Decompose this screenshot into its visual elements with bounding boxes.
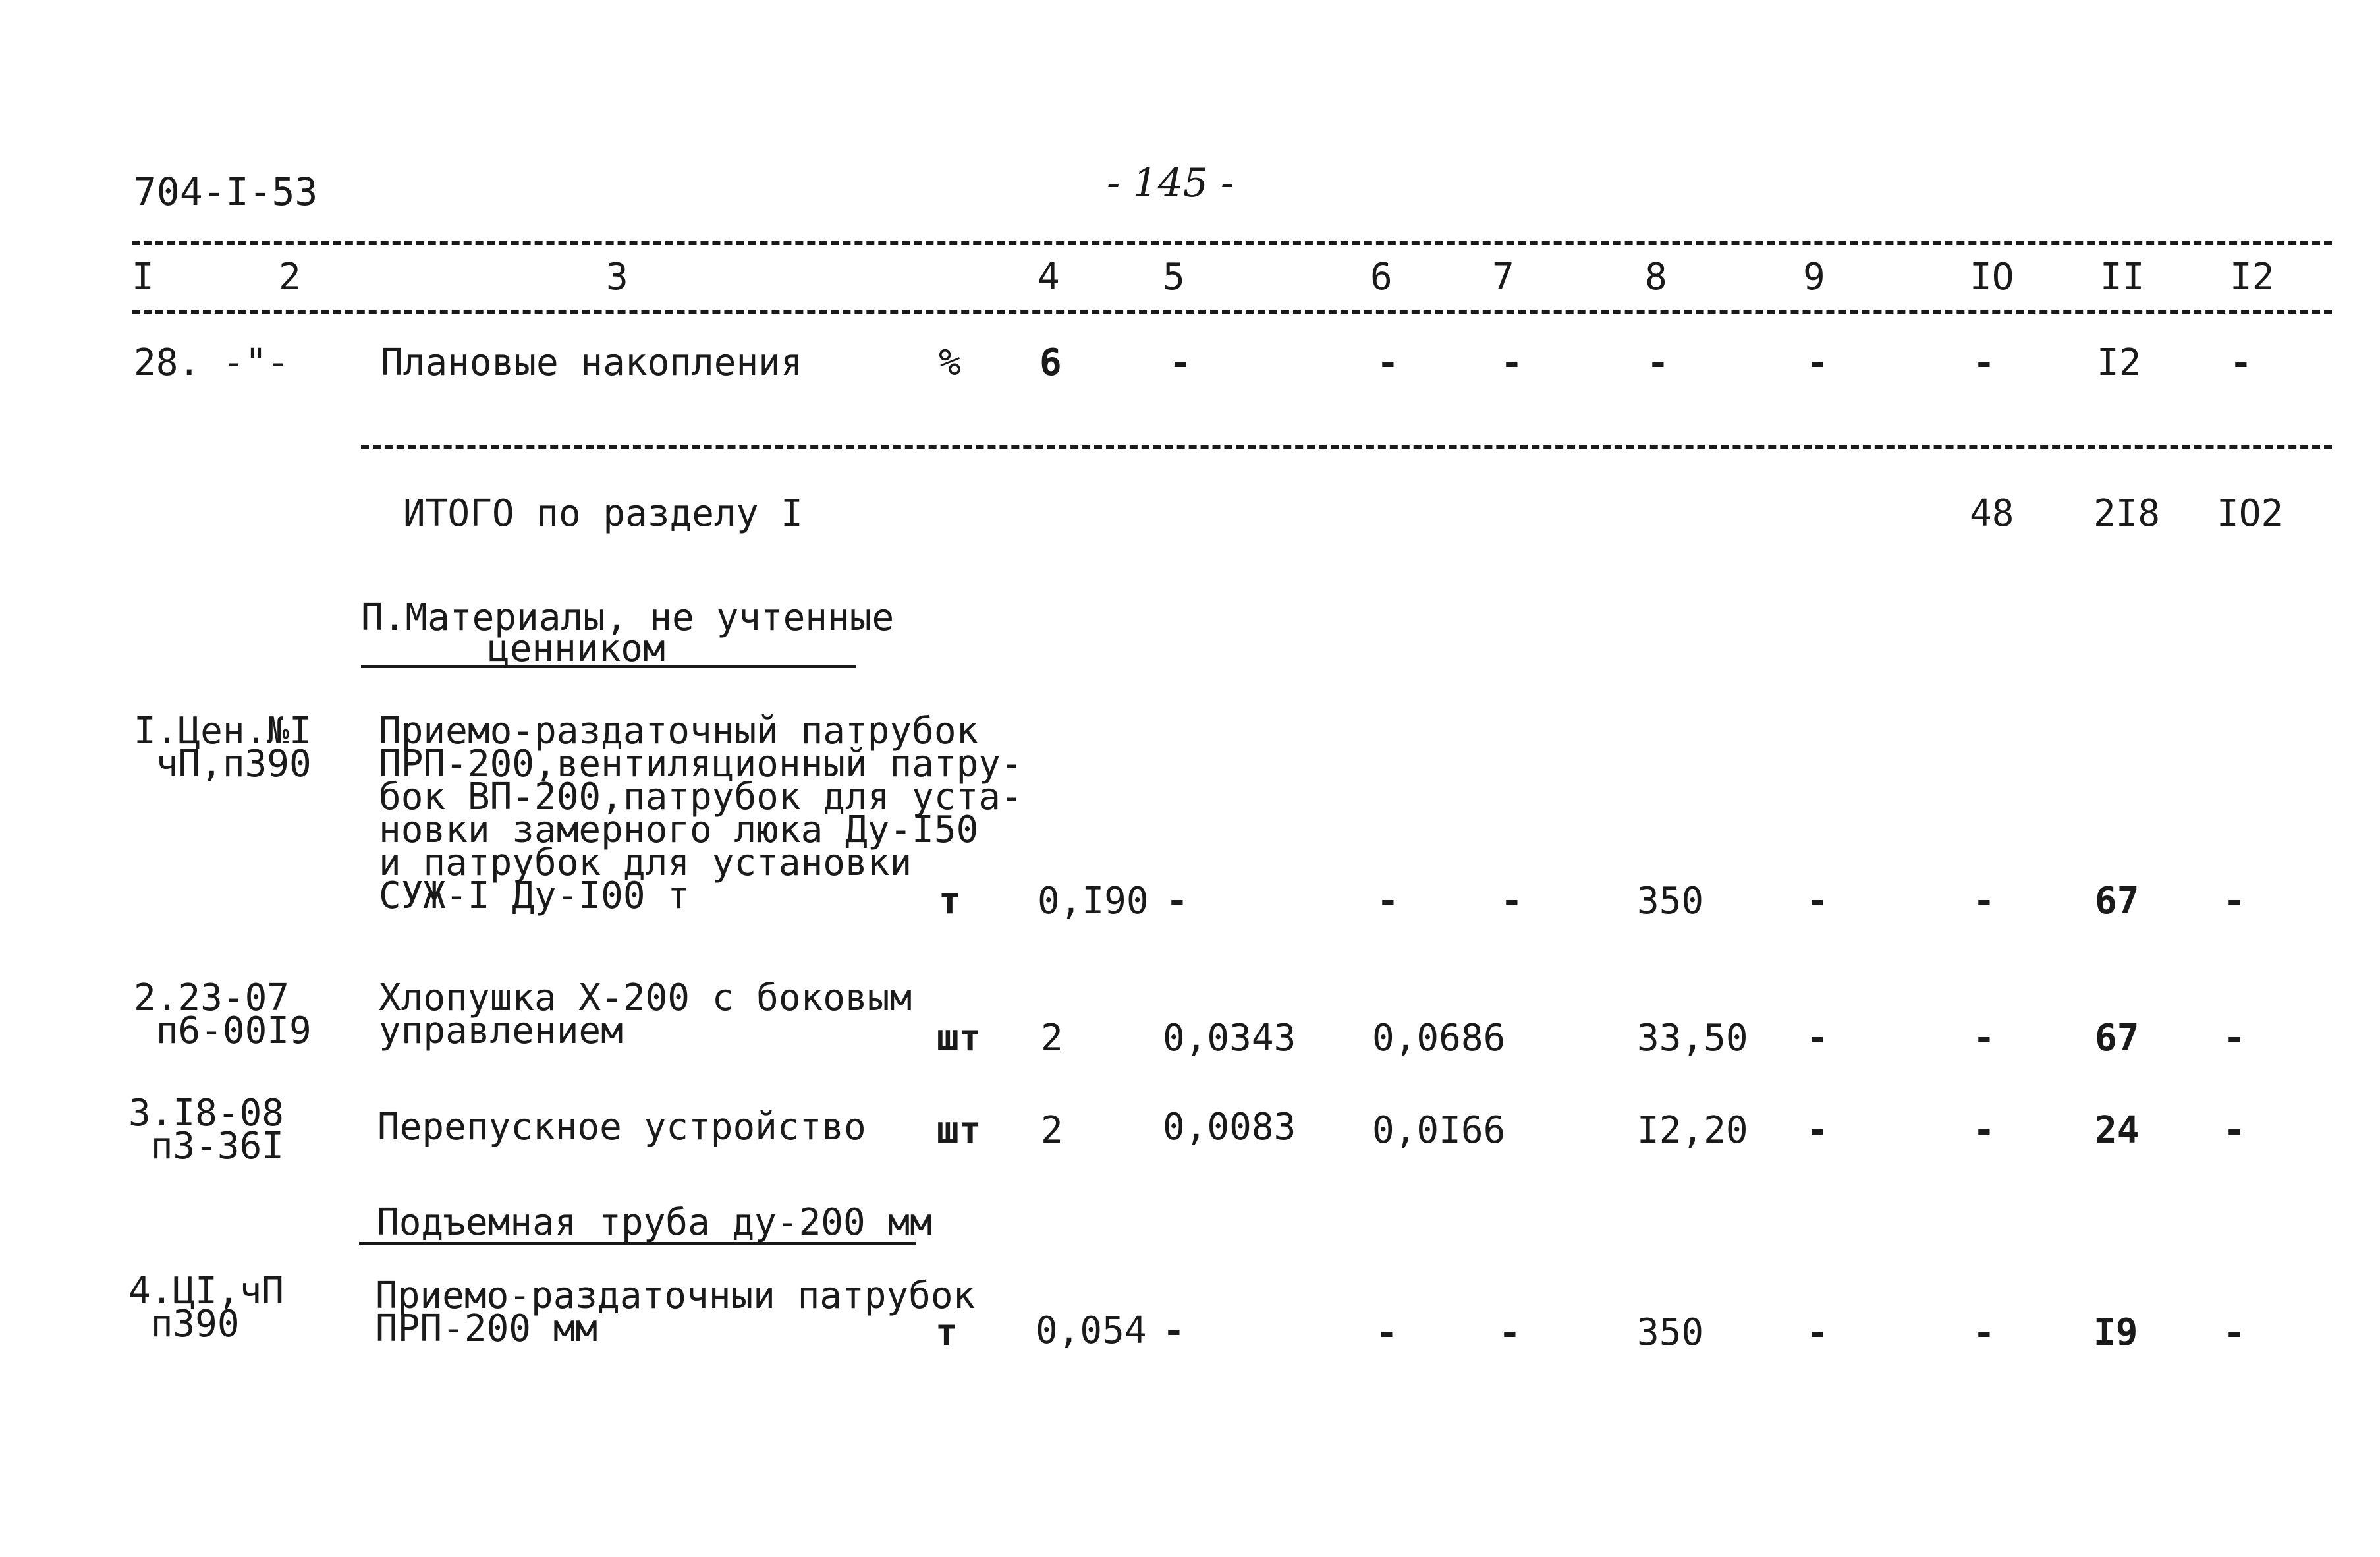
cell-c7: - <box>1501 341 1523 384</box>
cell-c4: 0,I90 <box>1038 880 1149 922</box>
item-code: 4.ЦI,чП п390 <box>128 1270 285 1345</box>
cell-c5: 0,0083 <box>1163 1106 1296 1148</box>
cell-c4: 2 <box>1041 1109 1063 1152</box>
column-header: I2 <box>2230 256 2275 298</box>
page-number: - 145 - <box>1107 160 1234 206</box>
row-unit: % <box>939 341 961 384</box>
column-header: 2 <box>279 256 301 298</box>
cell-c10: - <box>1973 1311 1995 1354</box>
column-header: 3 <box>606 256 628 298</box>
cell-c8: 350 <box>1637 1311 1704 1354</box>
cell-c11: 67 <box>2095 880 2140 922</box>
cell-c6: - <box>1375 1311 1398 1354</box>
column-header: 7 <box>1492 256 1514 298</box>
column-header: 8 <box>1645 256 1667 298</box>
item-code: I.Цен.№I чП,п390 <box>134 710 312 785</box>
item-unit: т <box>935 1311 958 1354</box>
section-heading-line2: ценником <box>487 627 665 670</box>
item-name: Хлопушка Х-200 с боковым управлением <box>379 977 912 1052</box>
cell-c4: 2 <box>1041 1017 1063 1060</box>
row-name: Плановые накопления <box>381 341 803 384</box>
row-number: 28. -"- <box>134 341 290 384</box>
cell-c8: 33,50 <box>1637 1017 1748 1060</box>
cell-c6: - <box>1377 341 1399 384</box>
cell-c6: 0,0686 <box>1372 1017 1506 1060</box>
cell-c12: - <box>2223 1109 2246 1152</box>
item-code: 3.I8-08 п3-36I <box>128 1092 285 1168</box>
item-name: Перепускное устройство <box>377 1106 866 1148</box>
cell-c12: - <box>2230 341 2252 384</box>
cell-c10: - <box>1973 1017 1995 1060</box>
section-heading-line1: П.Материалы, не учтенные <box>361 596 895 639</box>
column-header: I <box>132 256 154 298</box>
column-header: IO <box>1970 256 2014 298</box>
document-code: 704-I-53 <box>134 169 318 214</box>
total-c10: 48 <box>1970 492 2014 535</box>
cell-c9: - <box>1806 1017 1829 1060</box>
item-unit: т <box>939 880 961 922</box>
cell-c9: - <box>1806 1109 1829 1152</box>
total-label: ИТОГО по разделу I <box>403 492 803 535</box>
cell-c9: - <box>1806 1311 1829 1354</box>
item-name: Приемо-раздаточныи патрубок ПРП-200 мм <box>375 1274 976 1350</box>
cell-c12: - <box>2223 1311 2246 1354</box>
column-header: II <box>2100 256 2145 298</box>
cell-c6: - <box>1377 880 1399 922</box>
cell-c10: - <box>1973 341 1995 384</box>
section-heading-underline <box>361 665 856 668</box>
cell-c11: I2 <box>2097 341 2142 384</box>
cell-c5: 0,0343 <box>1163 1017 1296 1060</box>
subheading-underline <box>359 1242 916 1245</box>
cell-c12: - <box>2223 880 2246 922</box>
cell-c7: - <box>1501 880 1523 922</box>
column-header: 4 <box>1038 256 1060 298</box>
cell-c4: 6 <box>1039 341 1062 384</box>
cell-c7: - <box>1499 1311 1521 1354</box>
header-bottom-rule <box>132 310 2332 314</box>
cell-c9: - <box>1806 880 1829 922</box>
cell-c12: - <box>2223 1017 2246 1060</box>
cell-c4: 0,054 <box>1036 1309 1147 1352</box>
item-name: Приемо-раздаточный патрубок ПРП-200,вентиляционный патру- бок ВП-200,патрубок для уста- новки замерного люка Ду-I50 и патрубок для установки СУЖ-I Ду-I00 т <box>379 710 1023 917</box>
cell-c5: - <box>1166 880 1188 922</box>
column-header: 5 <box>1163 256 1185 298</box>
cell-c5: - <box>1163 1309 1185 1352</box>
column-header: 6 <box>1370 256 1393 298</box>
cell-c8: - <box>1647 341 1669 384</box>
subheading-text: Подъемная труба ду-200 мм <box>377 1201 932 1244</box>
header-top-rule <box>132 241 2332 245</box>
total-c12: IO2 <box>2217 492 2284 535</box>
cell-c10: - <box>1973 1109 1995 1152</box>
cell-c8: I2,20 <box>1637 1109 1748 1152</box>
cell-c9: - <box>1806 341 1829 384</box>
total-separator-rule <box>361 445 2332 449</box>
cell-c10: - <box>1973 880 1995 922</box>
cell-c8: 350 <box>1637 880 1704 922</box>
item-code: 2.23-07 п6-00I9 <box>134 977 312 1052</box>
column-header: 9 <box>1803 256 1825 298</box>
cell-c5: - <box>1169 341 1192 384</box>
item-unit: шт <box>937 1109 982 1152</box>
item-unit: шт <box>937 1017 982 1060</box>
cell-c6: 0,0I66 <box>1372 1109 1506 1152</box>
cell-c11: 24 <box>2095 1109 2140 1152</box>
total-c11: 2I8 <box>2093 492 2161 535</box>
cell-c11: 67 <box>2095 1017 2140 1060</box>
cell-c11: I9 <box>2093 1311 2138 1354</box>
